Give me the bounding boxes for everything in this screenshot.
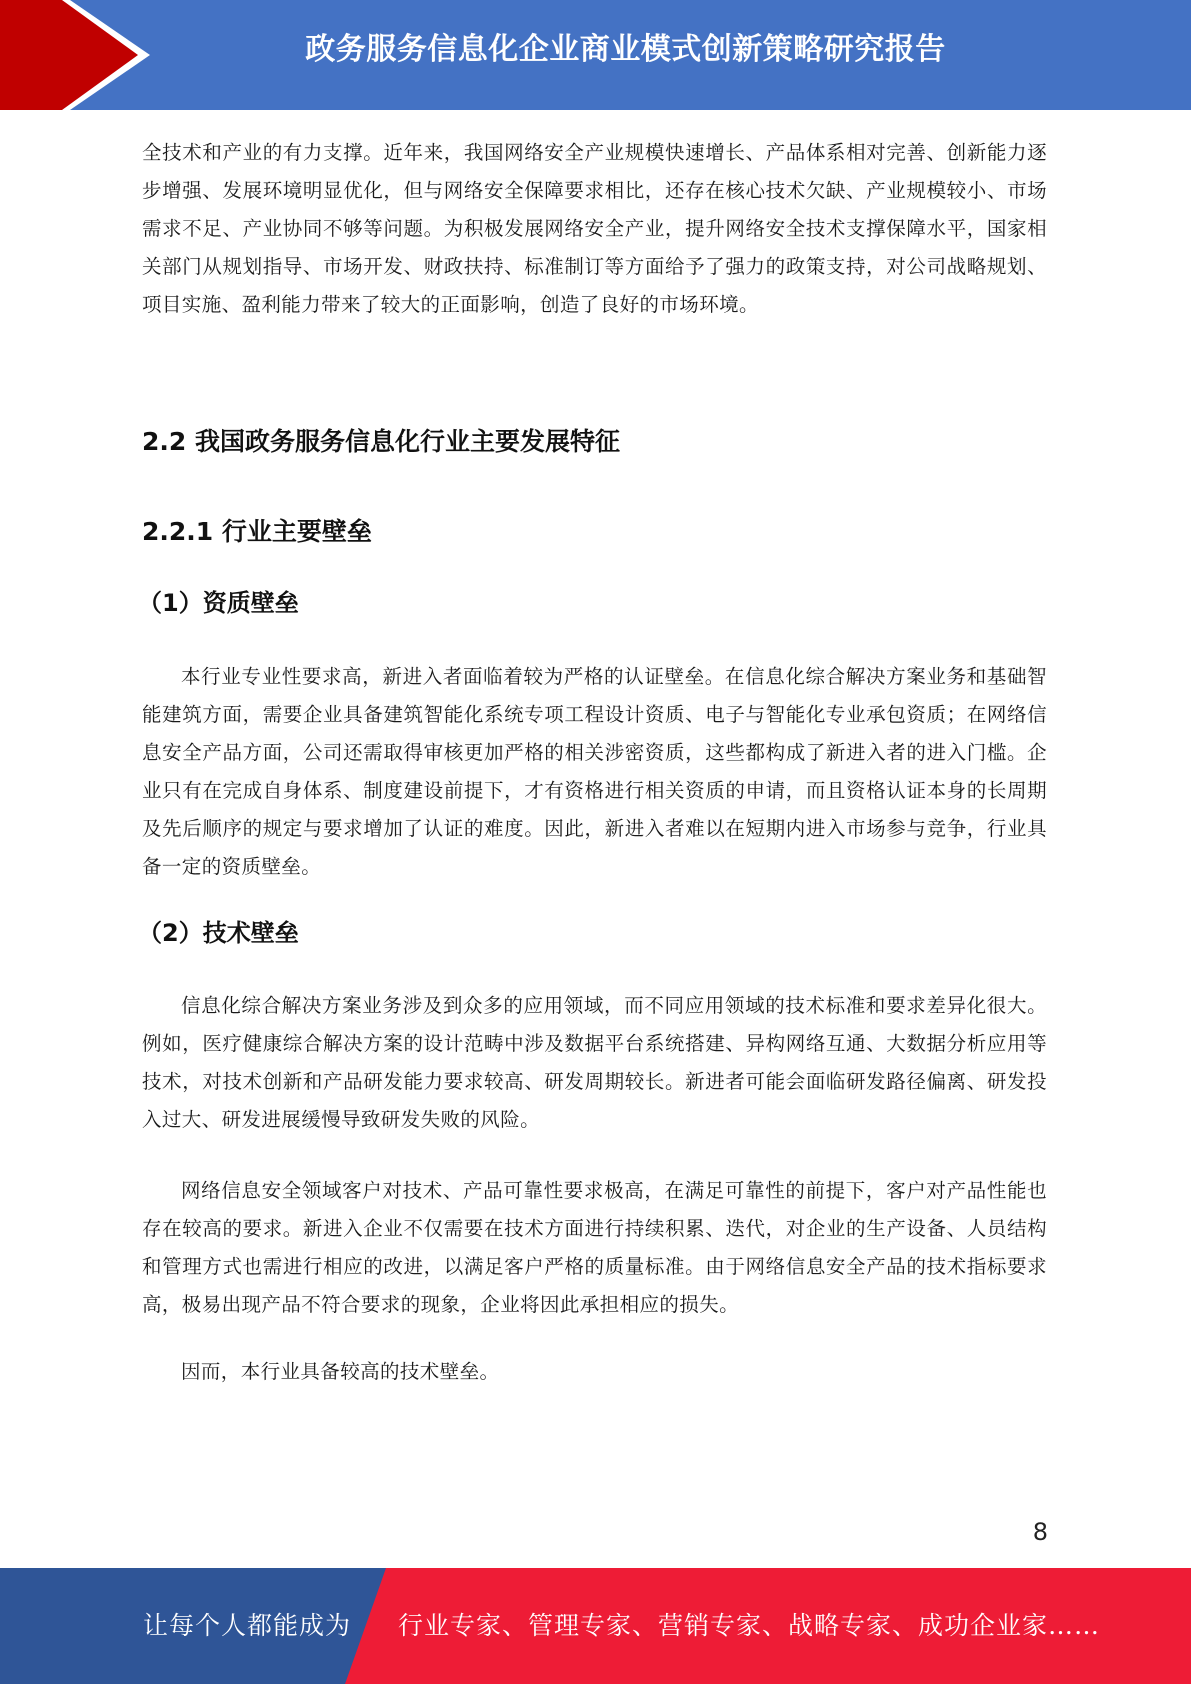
item-1-body bbox=[142, 658, 1047, 886]
subsection-heading-block bbox=[142, 512, 1047, 548]
item-heading-qualification: （1）资质壁垒 bbox=[138, 589, 299, 617]
footer-slogan-left: 让每个人都能成为 bbox=[143, 1611, 352, 1640]
intro-block bbox=[142, 134, 1047, 324]
paragraph: 信息化综合解决方案业务涉及到众多的应用领域，而不同应用领域的技术标准和要求差异化很大。例如，医疗健康综合解决方案的设计范畴中涉及数据平台系统搭建、异构网络互通、大数据分析应用等技术，对技术创新和产品研发能力要求较高、研发周期较长。新进者可能会面临研发路径偏离、研发投入过大、研发进展缓慢导致研发失败的风险。 bbox=[142, 994, 1047, 1131]
paragraph: 本行业专业性要求高，新进入者面临着较为严格的认证壁垒。在信息化综合解决方案业务和基础智能建筑方面，需要企业具备建筑智能化系统专项工程设计资质、电子与智能化专业承包资质；在网络信息安全产品方面，公司还需取得审核更加严格的相关涉密资质，这些都构成了新进入者的进入门槛。企业只有在完成自身体系、制度建设前提下，才有资格进行相关资质的申请，而且资格认证本身的长周期及先后顺序的规定与要求增加了认证的难度。因此，新进入者难以在短期内进入市场参与竞争，行业具备一定的资质壁垒。 bbox=[142, 665, 1047, 878]
footer-slogan-right: 行业专家、管理专家、营销专家、战略专家、成功企业家…… bbox=[398, 1611, 1101, 1640]
item-1-heading-block bbox=[138, 583, 1043, 618]
section-heading: 2.2 我国政务服务信息化行业主要发展特征 bbox=[142, 427, 620, 456]
paragraph: 网络信息安全领域客户对技术、产品可靠性要求极高，在满足可靠性的前提下，客户对产品性能也存在较高的要求。新进入企业不仅需要在技术方面进行持续积累、迭代，对企业的生产设备、人员结构和管理方式也需进行相应的改进，以满足客户严格的质量标准。由于网络信息安全产品的技术指标要求高，极易出现产品不符合要求的现象，企业将因此承担相应的损失。 bbox=[142, 1179, 1047, 1316]
page-header bbox=[0, 0, 1191, 110]
report-title: 政务服务信息化企业商业模式创新策略研究报告 bbox=[305, 32, 946, 67]
page-number: 8 bbox=[1032, 1518, 1048, 1546]
item-heading-technology: （2）技术壁垒 bbox=[138, 919, 299, 947]
intro-paragraph: 全技术和产业的有力支撑。近年来，我国网络安全产业规模快速增长、产品体系相对完善、创新能力逐步增强、发展环境明显优化，但与网络安全保障要求相比，还存在核心技术欠缺、产业规模较小、市场需求不足、产业协同不够等问题。为积极发展网络安全产业，提升网络安全技术支撑保障水平，国家相关部门从规划指导、市场开发、财政扶持、标准制订等方面给予了强力的政策支持，对公司战略规划、项目实施、盈利能力带来了较大的正面影响，创造了良好的市场环境。 bbox=[142, 141, 1047, 316]
subsection-heading: 2.2.1 行业主要壁垒 bbox=[142, 517, 372, 546]
item-2-body-1 bbox=[142, 987, 1047, 1139]
item-2-heading-block bbox=[138, 913, 1043, 948]
item-2-body-2 bbox=[142, 1172, 1047, 1324]
item-2-body-3 bbox=[142, 1353, 1047, 1391]
paragraph: 因而，本行业具备较高的技术壁垒。 bbox=[181, 1360, 500, 1383]
section-heading-block bbox=[142, 422, 1047, 458]
page-footer bbox=[0, 1568, 1191, 1684]
